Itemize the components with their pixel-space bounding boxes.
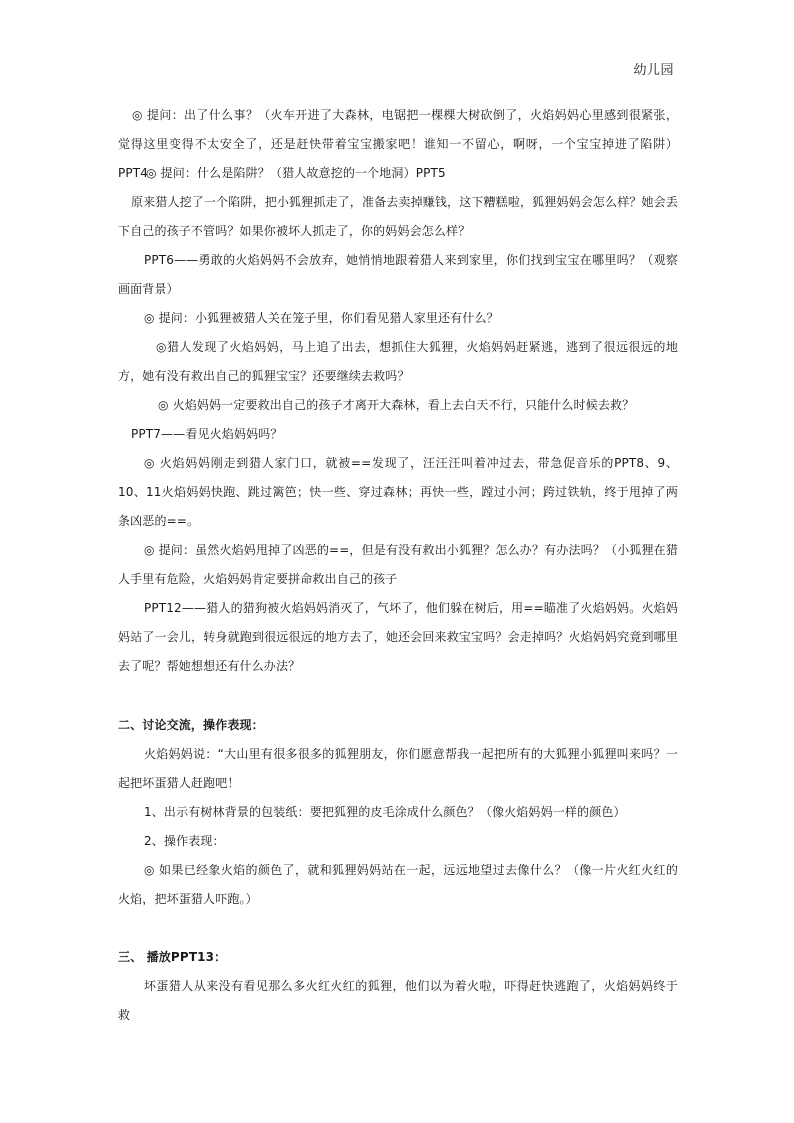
paragraph-question-what-happened: ◎ 提问：出了什么事？（火车开进了大森林，电锯把一棵棵大树砍倒了，火焰妈妈心里感到很紧张，觉得这里变得不太安全了，还是赶快带着宝宝搬家吧！谁知一不留心，啊呀，一个宝宝掉进了陷阱）PPT4 [118,108,678,180]
paragraph-ppt13-story: 坏蛋猎人从来没有看见那么多火红火红的狐狸，他们以为着火啦，吓得赶快逃跑了，火焰妈妈终于救 [118,979,678,1022]
paragraph-ppt6: PPT6——勇敢的火焰妈妈不会放弃，她悄悄地跟着猎人来到家里，你们找到宝宝在哪里吗？（观察画面背景） [118,253,678,296]
paragraph-question-trap: ◎ 提问：什么是陷阱？（猎人故意挖的一个地洞）PPT5 [146,166,446,180]
section-heading-discussion: 二、讨论交流，操作表现： [118,718,264,732]
paragraph-step-2: 2、操作表现： [144,834,225,848]
paragraph-ppt7: PPT7——看见火焰妈妈吗？ [131,427,283,441]
section-heading-ppt13: 三、 播放PPT13： [118,950,227,964]
paragraph-fire-mother-says: 火焰妈妈说：“大山里有很多很多的狐狸朋友，你们愿意帮我一起把所有的大狐狸小狐狸叫来吗？一起把坏蛋猎人赶跑吧！ [118,747,678,790]
paragraph-rescue-time: ◎ 火焰妈妈一定要救出自己的孩子才离开大森林，看上去白天不行，只能什么时候去救？ [158,398,635,412]
paragraph-hunter-chase: ◎猎人发现了火焰妈妈，马上追了出去，想抓住大狐狸，火焰妈妈赶紧逃，逃到了很远很远的地方，她有没有救出自己的狐狸宝宝？还要继续去救吗？ [118,340,678,383]
paragraph-step-1: 1、出示有树林背景的包装纸：要把狐狸的皮毛涂成什么颜色？（像火焰妈妈一样的颜色） [144,805,626,819]
page-header: 幼儿园 [633,63,674,78]
paragraph-fire-color: ◎ 如果已经象火焰的颜色了，就和狐狸妈妈站在一起，远远地望过去像什么？（像一片火红火红的火焰，把坏蛋猎人吓跑。） [118,863,678,906]
paragraph-question-escape: ◎ 提问：虽然火焰妈甩掉了凶恶的==，但是有没有救出小狐狸？怎么办？有办法吗？（小狐狸在猎人手里有危险，火焰妈妈肯定要拼命救出自己的孩子 [118,543,678,586]
paragraph-hunter-trap: 原来猎人挖了一个陷阱，把小狐狸抓走了，准备去卖掉赚钱，这下糟糕啦，狐狸妈妈会怎么样？她会丢下自己的孩子不管吗？如果你被坏人抓走了，你的妈妈会怎么样？ [118,195,678,238]
paragraph-ppt8-11: ◎ 火焰妈妈刚走到猎人家门口，就被==发现了，汪汪汪叫着冲过去，带急促音乐的PPT8、9、10、11火焰妈妈快跑、跳过篱笆；快一些、穿过森林；再快一些，蹚过小河；跨过铁轨，终于甩掉了两条凶恶的==。 [118,456,678,528]
paragraph-question-cage: ◎ 提问：小狐狸被猎人关在笼子里，你们看见猎人家里还有什么？ [144,311,499,325]
paragraph-ppt12: PPT12——猎人的猎狗被火焰妈妈消灭了，气坏了，他们躲在树后，用==瞄准了火焰妈妈。火焰妈妈站了一会儿，转身就跑到很远很远的地方去了，她还会回来救宝宝吗？会走掉吗？火焰妈妈究竟到哪里去了呢？帮她想想还有什么办法？ [118,601,678,673]
